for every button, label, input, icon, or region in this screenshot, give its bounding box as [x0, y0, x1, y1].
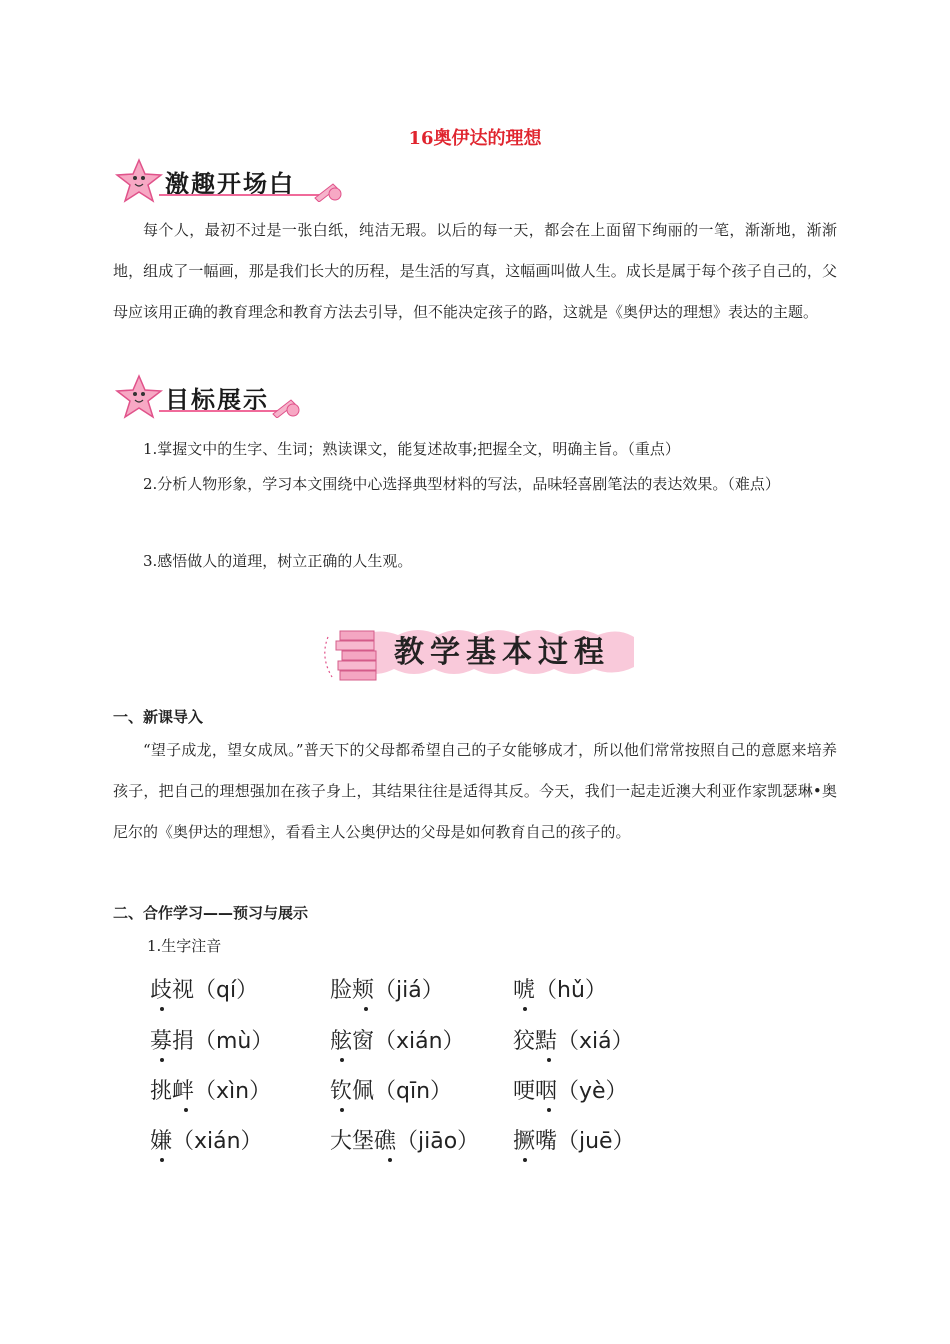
pinyin-entry: 钦佩（qīn） [330, 1074, 452, 1105]
section2-subheading: 1.生字注音 [147, 937, 222, 955]
star-mascot-icon [113, 158, 165, 204]
process-banner [318, 617, 636, 685]
pinyin-entry: 撅嘴（juē） [513, 1124, 635, 1155]
pinyin-entry: 脸颊（jiá） [330, 973, 444, 1004]
section2-heading: 二、合作学习——预习与展示 [113, 904, 309, 922]
star-mascot-icon [113, 374, 165, 420]
banner-underline [159, 194, 319, 196]
process-banner-label: 教学基本过程 [394, 635, 610, 670]
goal-item: 2.分析人物形象，学习本文围绕中心选择典型材料的写法，品味轻喜剧笔法的表达效果。（难点） [143, 475, 780, 493]
pinyin-entry: 舷窗（xián） [330, 1024, 465, 1055]
pinyin-entry: 挑衅（xìn） [150, 1074, 271, 1105]
pinyin-entry: 大堡礁（jiāo） [330, 1124, 479, 1155]
section1-heading: 一、新课导入 [113, 708, 204, 726]
pinyin-entry: 募捐（mù） [150, 1024, 273, 1055]
page-title: 16奥伊达的理想 [408, 128, 542, 149]
pinyin-entry: 唬（hǔ） [513, 973, 607, 1004]
pinyin-entry: 哽咽（yè） [513, 1074, 628, 1105]
pinyin-entry: 嫌（xián） [150, 1124, 263, 1155]
intro-paragraph: 每个人，最初不过是一张白纸，纯洁无瑕。以后的每一天，都会在上面留下绚丽的一笔，渐渐地，渐渐地，组成了一幅画，那是我们长大的历程，是生活的写真，这幅画叫做人生。成长是属于每个孩子自己的，父母应该用正确的教育理念和教育方法去引导，但不能决定孩子的路，这就是《奥伊达的理想》表达的主题。 [113, 221, 837, 321]
intro-banner-label: 激趣开场白 [165, 170, 295, 198]
intro-banner [113, 158, 345, 204]
banner-underline [159, 410, 279, 412]
pinyin-entry: 歧视（qí） [150, 973, 258, 1004]
pen-hand-icon [313, 180, 343, 202]
goal-item: 1.掌握文中的生字、生词；熟读课文，能复述故事;把握全文，明确主旨。（重点） [143, 440, 680, 458]
pinyin-entry: 狡黠（xiá） [513, 1024, 634, 1055]
pen-hand-icon [271, 396, 301, 418]
goals-banner-label: 目标展示 [165, 386, 269, 414]
goals-banner [113, 374, 303, 420]
goal-item: 3.感悟做人的道理，树立正确的人生观。 [143, 552, 413, 570]
section1-paragraph: “望子成龙，望女成凤。”普天下的父母都希望自己的子女能够成才，所以他们常常按照自己的意愿来培养孩子，把自己的理想强加在孩子身上，其结果往往是适得其反。今天，我们一起走近澳大利亚作家凯瑟琳•奥尼尔的《奥伊达的理想》，看看主人公奥伊达的父母是如何教育自己的孩子的。 [113, 741, 837, 841]
